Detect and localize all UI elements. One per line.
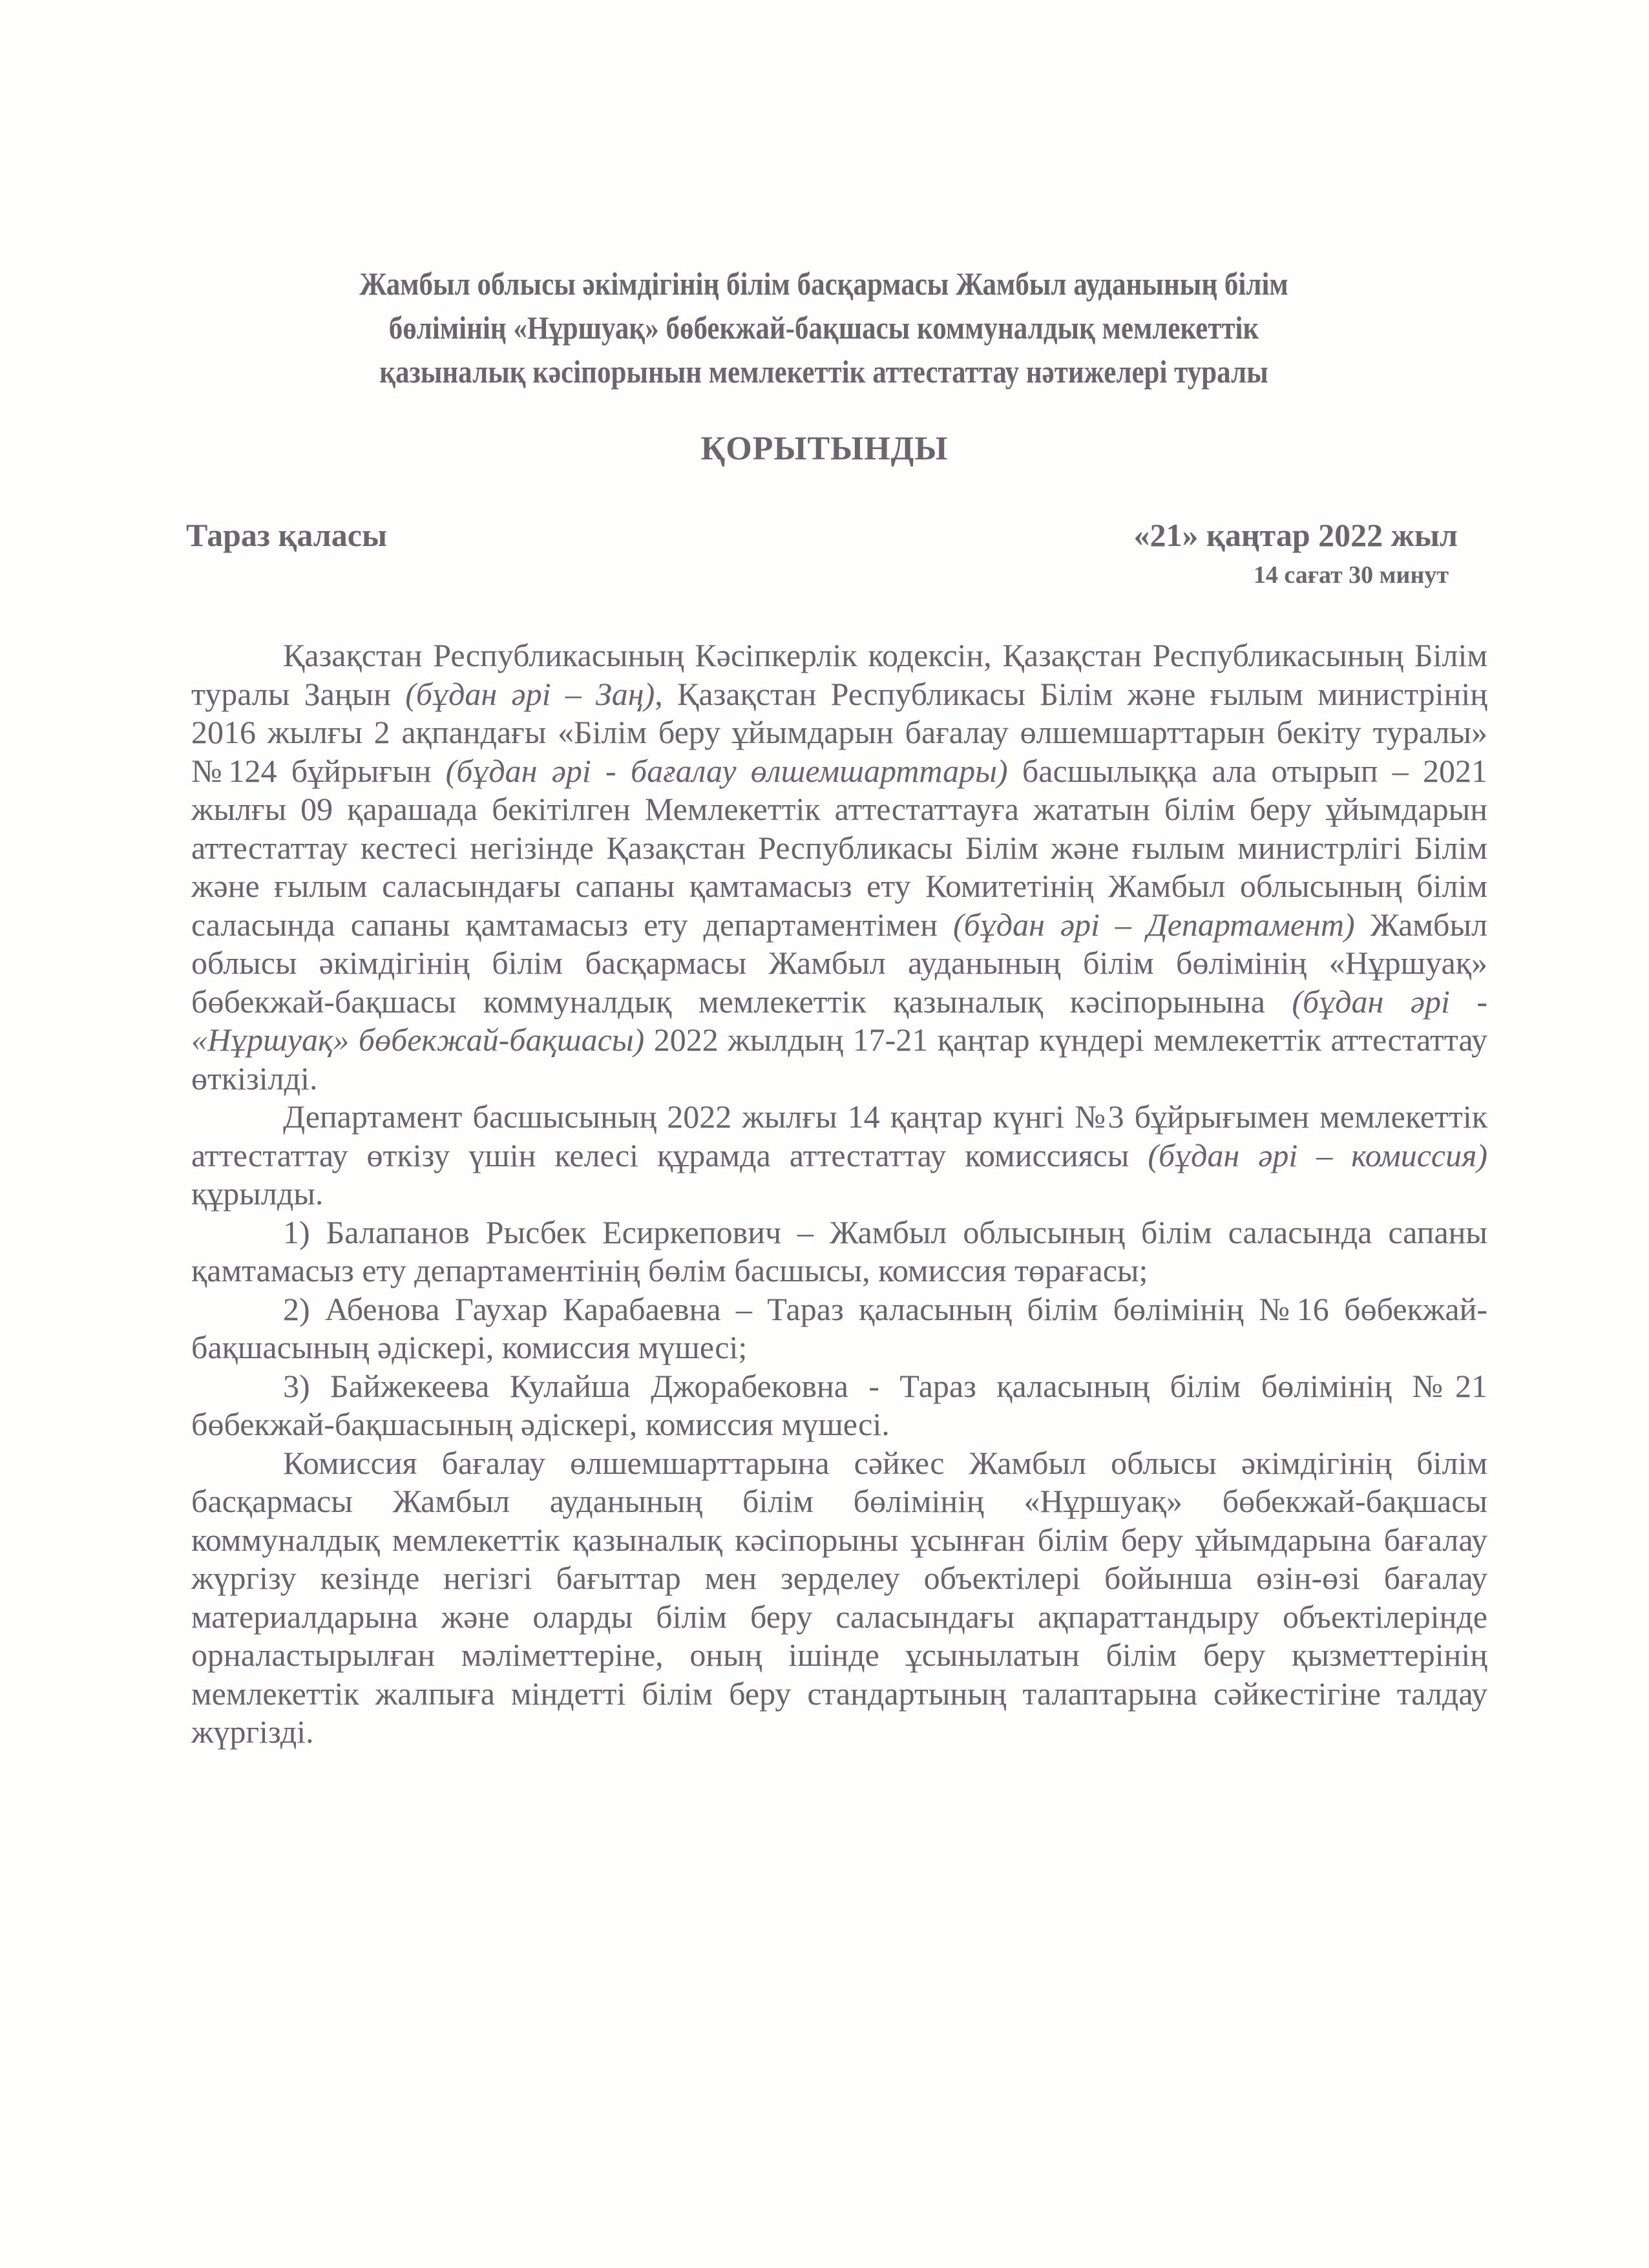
text-run: Департамент басшысының 2022 жылғы 14 қаңтар күнгі №3 бұйрығымен мемлекеттік аттестаттау өткізу үшін келесі құрамда аттестаттау комиссиясы: [191, 1098, 1487, 1173]
italic-reference: (бұдан әрі - бағалау өлшемшарттары): [445, 752, 1008, 789]
text-run: Жамбыл облысы әкімдігінің білім басқармасы Жамбыл ауданының білім бөлімінің «Нұршуақ» бөбекжай-бақшасы коммуналдық мемлекеттік қазыналық кәсіпорынына: [191, 906, 1487, 1020]
document-body: [191, 636, 1487, 1752]
text-run: Комиссия бағалау өлшемшарттарына сәйкес Жамбыл облысы әкімдігінің білім басқармасы Жамбыл ауданының білім бөлімінің «Нұршуақ» бөбекжай-бақшасы коммуналдық мемлекеттік қазыналық кәсіпорыны ұсынған білім беру ұйымдарына бағалау жүргізу кезінде негізгі бағыттар мен зерделеу объектілері бойынша өзін-өзі бағалау материалдарына және оларды білім беру саласындағы ақпараттандыру объектілерінде орналастырылған мәліметтеріне, оның ішінде ұсынылатын білім беру қызметтерінің мемлекеттік жалпыға міндетті білім беру стандартының талаптарына сәйкестігіне талдау жүргізді.: [191, 1444, 1487, 1750]
text-run: 2022 жылдың 17-21 қаңтар күндері мемлекеттік аттестаттау өткізілді.: [191, 1022, 1487, 1097]
commission-member-3: [191, 1367, 1487, 1444]
italic-reference: (бұдан әрі – Заң): [405, 675, 655, 712]
commission-member-2: [191, 1290, 1487, 1367]
text-run: құрылды.: [191, 1175, 324, 1212]
text-run: , Қазақстан Республикасы Білім және ғылым министрінің 2016 жылғы 2 ақпандағы «Білім беру ұйымдарын бағалау өлшемшарттарын бекіту туралы» №124 бұйрығын: [191, 675, 1487, 789]
paragraph-intro: [191, 636, 1487, 1098]
italic-reference: (бұдан әрі - «Нұршуақ» бөбекжай-бақшасы): [191, 983, 1487, 1058]
text-run: 3) Байжекеева Кулайша Джорабековна - Тараз қаласының білім бөлімінің №21 бөбекжай-бақшасының әдіскері, комиссия мүшесі.: [191, 1367, 1487, 1442]
commission-member-1: [191, 1213, 1487, 1290]
text-run: 2) Абенова Гаухар Карабаевна – Тараз қаласының білім бөлімінің №16 бөбекжай-бақшасының әдіскері, комиссия мүшесі;: [191, 1290, 1487, 1365]
heading-line: бөлімінің «Нұршуақ» бөбекжай-бақшасы коммуналдық мемлекеттік: [388, 310, 1259, 346]
italic-reference: (бұдан әрі – Департамент): [952, 906, 1355, 943]
document-time: 14 сағат 30 минут: [1253, 562, 1449, 589]
document-heading: [282, 262, 1366, 394]
document-title: ҚОРЫТЫНДЫ: [700, 430, 949, 467]
text-run: басшылыққа ала отырып – 2021 жылғы 09 қарашада бекітілген Мемлекеттік аттестаттауға жататын білім беру ұйымдарын аттестаттау кестесі негізінде Қазақстан Республикасы Білім және ғылым министрлігі Білім және ғылым саласындағы сапаны қамтамасыз ету Комитетінің Жамбыл облысының білім саласында сапаны қамтамасыз ету департаментімен: [191, 752, 1487, 943]
heading-line: қазыналық кәсіпорынын мемлекеттік аттестаттау нәтижелері туралы: [379, 353, 1268, 390]
paragraph-commission-formed: [191, 1098, 1487, 1213]
text-run: Қазақстан Республикасының Кәсіпкерлік кодексін, Қазақстан Республикасының Білім туралы Заңын: [191, 637, 1487, 712]
heading-line: Жамбыл облысы әкімдігінің білім басқармасы Жамбыл ауданының білім: [359, 266, 1288, 302]
document-date: «21» қаңтар 2022 жыл: [1133, 517, 1458, 553]
italic-reference: (бұдан әрі – комиссия): [1148, 1137, 1488, 1173]
text-run: 1) Балапанов Рысбек Есиркепович – Жамбыл облысының білім саласында сапаны қамтамасыз ету департаментінің бөлім басшысы, комиссия төрағасы;: [191, 1213, 1487, 1288]
document-place: Тараз қаласы: [186, 517, 388, 553]
paragraph-analysis: [191, 1444, 1487, 1752]
